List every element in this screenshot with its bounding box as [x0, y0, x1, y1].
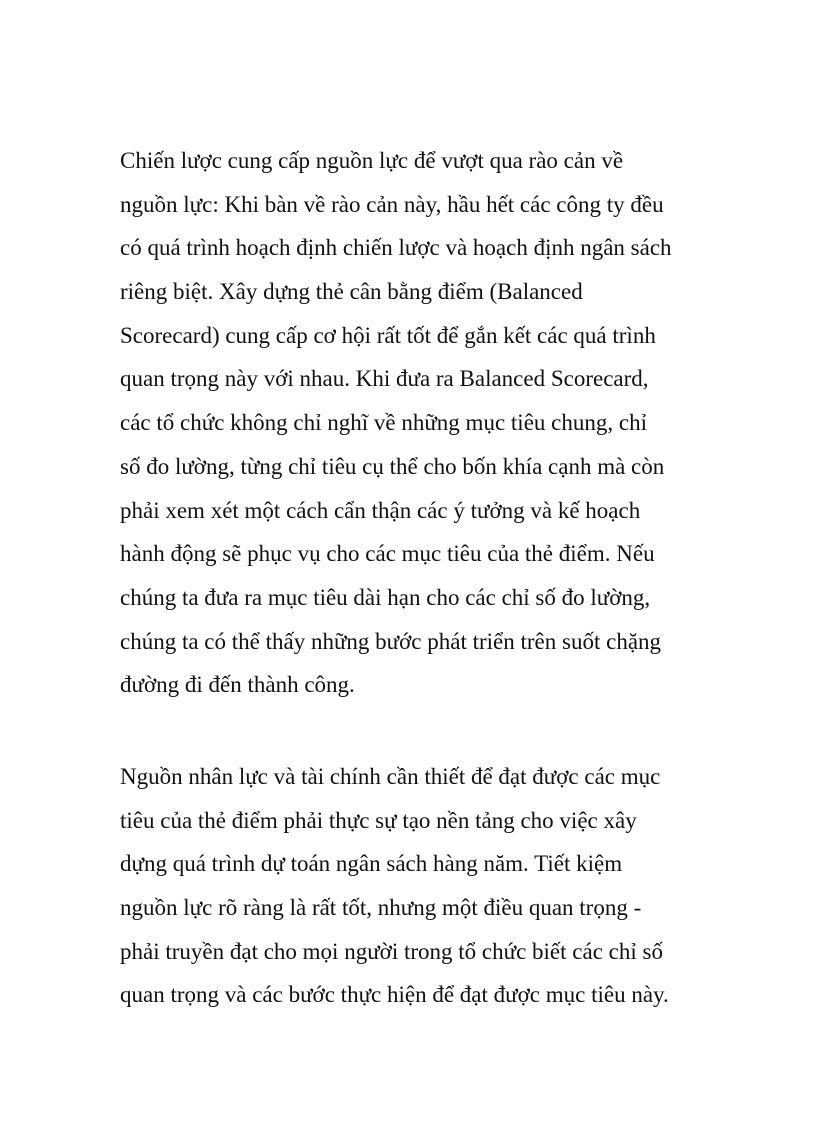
paragraph-line: phải xem xét một cách cẩn thận các ý tưởng và kế hoạch: [120, 497, 641, 523]
paragraph-line: quan trọng và các bước thực hiện để đạt được mục tiêu này.: [120, 982, 669, 1008]
paragraph-human-financial-resources: [120, 755, 669, 1017]
paragraph-line: quan trọng này với nhau. Khi đưa ra Balanced Scorecard,: [120, 366, 649, 392]
paragraph-line: phải truyền đạt cho mọi người trong tổ chức biết các chỉ số: [120, 938, 663, 964]
paragraph-line: chúng ta đưa ra mục tiêu dài hạn cho các chỉ số đo lường,: [120, 584, 651, 610]
paragraph-line: nguồn lực rõ ràng là rất tốt, nhưng một điều quan trọng -: [120, 895, 642, 921]
paragraph-line: Scorecard) cung cấp cơ hội rất tốt để gắn kết các quá trình: [120, 322, 656, 348]
paragraph-line: riêng biệt. Xây dựng thẻ cân bằng điểm (Balanced: [120, 279, 583, 305]
paragraph-line: đường đi đến thành công.: [120, 672, 355, 698]
paragraph-line: chúng ta có thể thấy những bước phát triển trên suốt chặng: [120, 628, 662, 654]
paragraph-line: Chiến lược cung cấp nguồn lực để vượt qua rào cản về: [120, 148, 624, 173]
paragraph-line: có quá trình hoạch định chiến lược và hoạch định ngân sách: [120, 235, 672, 261]
paragraph-resource-strategy: [120, 139, 672, 707]
paragraph-line: các tổ chức không chỉ nghĩ về những mục tiêu chung, chỉ: [120, 410, 647, 436]
paragraph-line: dựng quá trình dự toán ngân sách hàng năm. Tiết kiệm: [120, 851, 623, 877]
paragraph-line: số đo lường, từng chỉ tiêu cụ thể cho bốn khía cạnh mà còn: [120, 453, 665, 479]
paragraph-line: nguồn lực: Khi bàn về rào cản này, hầu hết các công ty đều: [120, 191, 664, 217]
paragraph-line: tiêu của thẻ điểm phải thực sự tạo nền tảng cho việc xây: [120, 807, 637, 833]
paragraph-line: hành động sẽ phục vụ cho các mục tiêu của thẻ điểm. Nếu: [120, 541, 655, 567]
paragraph-line: Nguồn nhân lực và tài chính cần thiết để đạt được các mục: [120, 764, 661, 789]
